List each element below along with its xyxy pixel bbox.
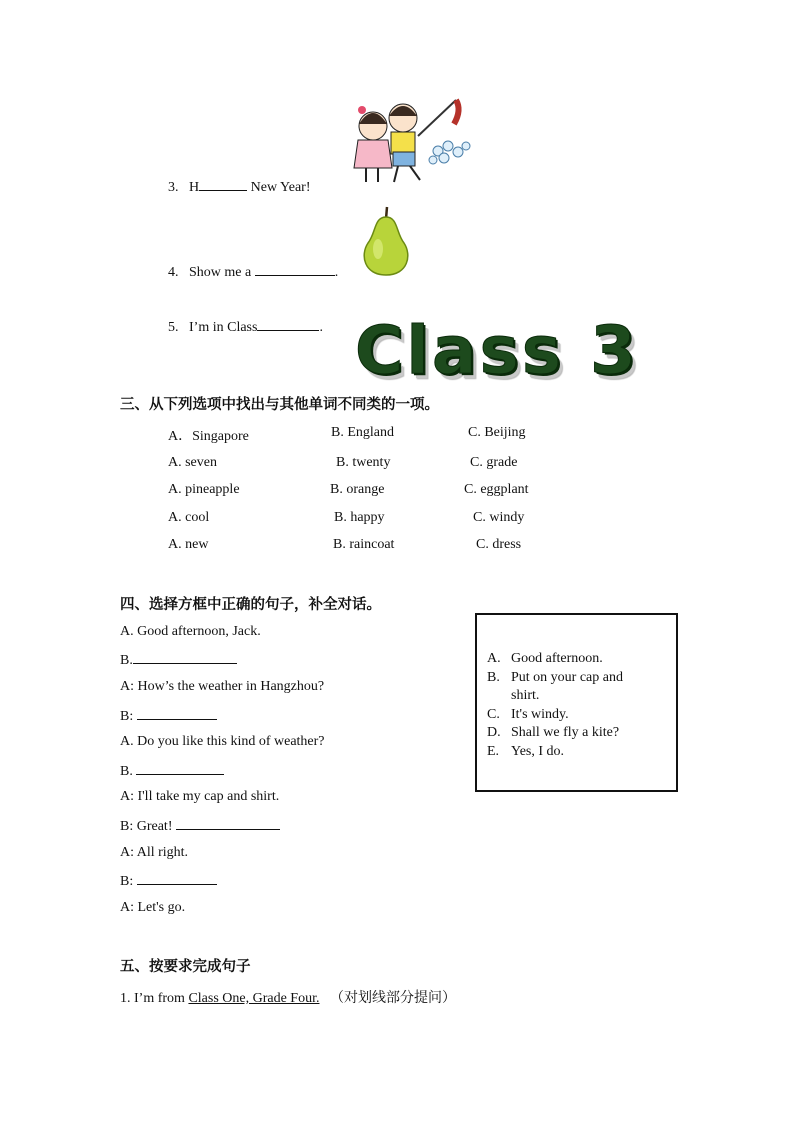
dialog-line-5: A. Do you like this kind of weather? [120,734,325,749]
answer-blank[interactable] [137,707,217,720]
item-suffix: . [334,265,339,280]
fill-in-item-3 [168,178,311,196]
answer-blank[interactable] [257,318,319,331]
dialog-line-1: A. Good afternoon, Jack. [120,624,261,639]
dialog-line-3: A: How’s the weather in Hangzhou? [120,679,325,694]
dialog-line-10 [120,872,217,890]
dialog-speaker: B: [120,709,137,724]
box-option-a [487,651,603,667]
answer-blank[interactable] [255,263,335,276]
answer-blank[interactable] [176,817,280,830]
item-number: 5. [168,320,179,335]
dialog-speaker: B. [120,653,133,668]
box-option-d [487,725,619,741]
question-instruction: （对划线部分提问） [329,991,456,1006]
item-prefix: H [189,180,200,195]
option-text: Shall we fly a kite? [511,725,620,740]
dialog-speaker: B. [120,764,137,779]
item-prefix: I’m in Class [189,320,258,335]
option-key: A. [487,651,501,666]
fill-in-item-4 [168,263,338,281]
option-text: Put on your cap and [511,670,623,685]
option-key: C. [487,707,500,722]
option-row-4-a: A. cool [168,510,210,525]
item-suffix: New Year! [247,180,311,195]
option-row-5-c: C. dress [476,537,522,552]
option-row-2-b: B. twenty [336,455,391,470]
box-option-b [487,670,623,686]
fill-in-item-5 [168,318,323,336]
dialog-line-6 [120,762,224,780]
option-row-1-b: B. England [331,425,394,440]
option-row-2-c: C. grade [470,455,518,470]
option-text: shirt. [511,688,540,703]
option-row-4-b: B. happy [334,510,385,525]
answer-blank[interactable] [199,178,247,191]
item-prefix: Show me a [189,265,255,280]
underlined-phrase: Class One, Grade Four. [188,991,320,1006]
dialog-speaker: B: Great! [120,819,176,834]
section-5-heading: 五、按要求完成句子 [120,959,251,975]
options-box [475,613,678,792]
option-row-3-c: C. eggplant [464,482,529,497]
section-3-heading: 三、从下列选项中找出与其他单词不同类的一项。 [120,397,439,413]
option-key: D. [487,725,501,740]
option-row-5-a: A. new [168,537,209,552]
box-option-b-cont [487,688,539,704]
option-text: It's windy. [511,707,569,722]
box-option-e [487,744,564,760]
answer-blank[interactable] [137,872,217,885]
item-number: 3. [168,180,179,195]
children-illustration [348,96,478,188]
option-key: E. [487,744,500,759]
dialog-line-4 [120,707,217,725]
dialog-line-7: A: I'll take my cap and shirt. [120,789,280,804]
option-row-4-c: C. windy [473,510,525,525]
option-row-2-a: A. seven [168,455,217,470]
option-text: Yes, I do. [511,744,565,759]
class-3-banner: Class 3 [355,312,640,389]
option-row-3-a: A. pineapple [168,482,240,497]
section-4-heading: 四、选择方框中正确的句子，补全对话。 [120,597,381,613]
answer-blank[interactable] [136,762,224,775]
section-5-question-1 [120,987,456,1007]
option-row-1-c: C. Beijing [468,425,526,440]
dialog-line-8 [120,817,280,835]
dialog-speaker: B: [120,874,137,889]
option-text: Good afternoon. [511,651,603,666]
item-number: 4. [168,265,179,280]
pear-illustration [358,205,414,277]
dialog-line-9: A: All right. [120,845,189,860]
option-row-5-b: B. raincoat [333,537,395,552]
box-option-c [487,707,569,723]
option-key: B. [487,670,500,685]
answer-blank[interactable] [133,651,237,664]
dialog-line-2 [120,651,237,669]
option-row-3-b: B. orange [330,482,385,497]
option-row-1-a: A．Singapore [168,429,249,444]
question-prefix: 1. I’m from [120,991,189,1006]
dialog-line-11: A: Let's go. [120,900,186,915]
item-suffix: . [319,320,323,335]
